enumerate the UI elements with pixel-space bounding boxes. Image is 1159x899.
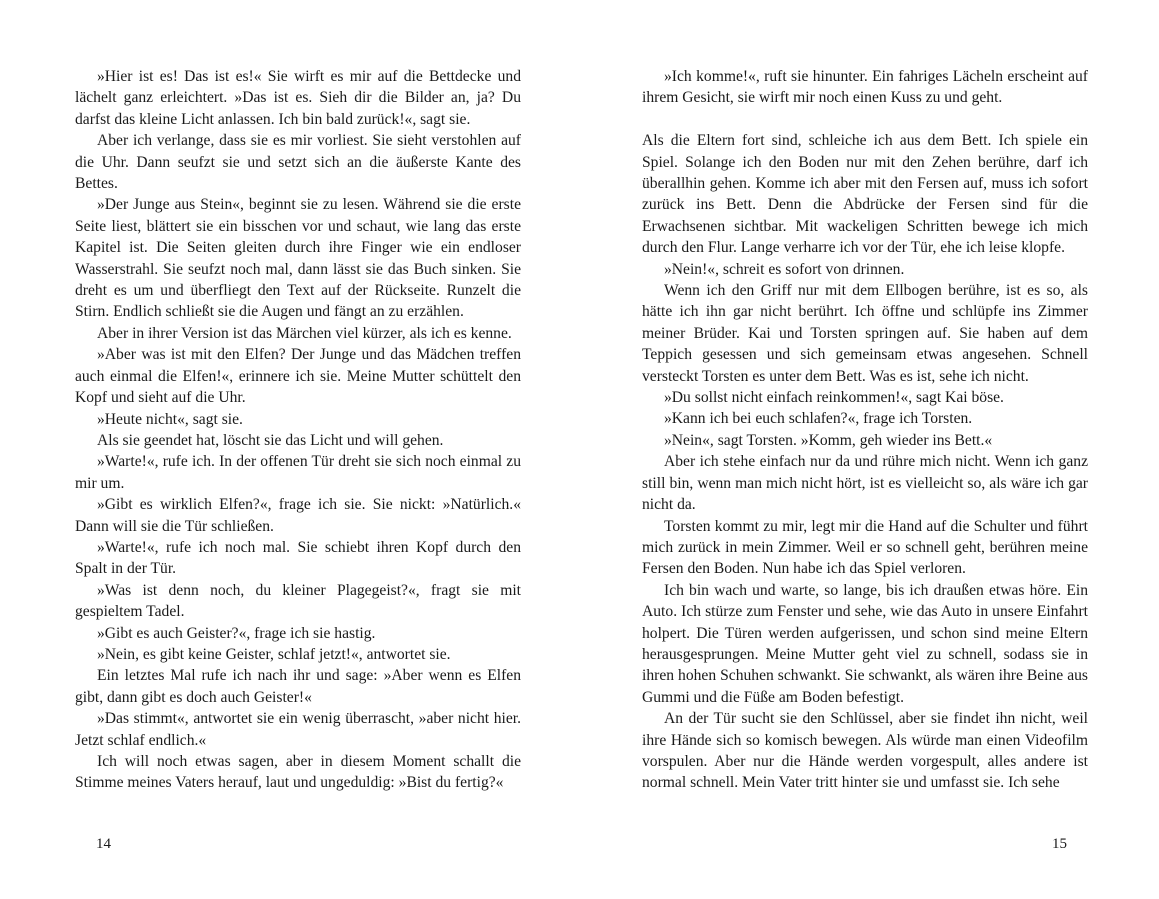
paragraph: An der Tür sucht sie den Schlüssel, aber sie findet ihn nicht, weil ihre Hände sich so komisch bewegen. Als würde man einen Videofilm vorspulen. Aber nur die Hände werden vorgespult, alles andere ist normal schnell. Mein Vater tritt hinter sie und umfasst sie. Ich sehe xyxy=(642,710,1088,792)
paragraph: »Nein!«, schreit es sofort von drinnen. xyxy=(664,260,905,278)
paragraph: »Was ist denn noch, du kleiner Plagegeist?«, fragt sie mit gespieltem Tadel. xyxy=(75,581,521,621)
paragraph: »Aber was ist mit den Elfen? Der Junge und das Mädchen treffen auch einmal die Elfen!«, erinnere ich sie. Meine Mutter schüttelt den Kopf und sieht auf die Uhr. xyxy=(75,346,521,407)
paragraph: Aber in ihrer Version ist das Märchen viel kürzer, als ich es kenne. xyxy=(97,324,512,342)
paragraph: Ich bin wach und warte, so lange, bis ich draußen etwas höre. Ein Auto. Ich stürze zum Fenster und sehe, wie das Auto in unsere Einfahrt holpert. Die Türen werden aufgerissen, und schon sind meine Eltern herausgesprungen. Meine Mutter geht viel zu schnell, sodass sie in ihren hohen Schuhen schwankt. Sie schwankt, als wären ihre Beine aus Gummi und die Füße am Boden befestigt. xyxy=(642,581,1088,706)
paragraph: »Nein, es gibt keine Geister, schlaf jetzt!«, antwortet sie. xyxy=(97,645,451,663)
paragraph: »Warte!«, rufe ich. In der offenen Tür dreht sie sich noch einmal zu mir um. xyxy=(75,453,521,492)
left-page xyxy=(75,66,521,794)
paragraph: Ich will noch etwas sagen, aber in diesem Moment schallt die Stimme meines Vaters herauf, laut und ungeduldig: »Bist du fertig?« xyxy=(75,753,521,792)
paragraph: »Gibt es auch Geister?«, frage ich sie hastig. xyxy=(97,624,376,642)
paragraph: Aber ich stehe einfach nur da und rühre mich nicht. Wenn ich ganz still bin, wenn man mich nicht hört, ist es vielleicht so, als wäre ich gar nicht da. xyxy=(642,453,1088,514)
paragraph: »Ich komme!«, ruft sie hinunter. Ein fahriges Lächeln erscheint auf ihrem Gesicht, sie wirft mir noch einen Kuss zu und geht. xyxy=(642,68,1088,107)
left-page-text xyxy=(75,66,521,794)
section-paragraph: Als die Eltern fort sind, schleiche ich aus dem Bett. Ich spiele ein Spiel. Solange ich den Boden nur mit den Zehen berühre, darf ich überallhin gehen. Komme ich aber mit den Fersen auf, muss ich sofort zurück ins Bett. Denn die Abdrücke der Fersen sind für die Erwachsenen sichtbar. Mit wackeligen Schritten bewege ich mich durch den Flur. Lange verharre ich vor der Tür, ehe ich leise klopfe. xyxy=(642,132,1088,257)
paragraph: »Hier ist es! Das ist es!« Sie wirft es mir auf die Bettdecke und lächelt ganz erleichtert. »Das ist es. Sieh dir die Bilder an, ja? Du darfst das kleine Licht anlassen. Ich bin bald zurück!«, sagt sie. xyxy=(75,68,521,128)
right-page-text xyxy=(642,66,1088,794)
paragraph: »Warte!«, rufe ich noch mal. Sie schiebt ihren Kopf durch den Spalt in der Tür. xyxy=(75,538,521,578)
paragraph: »Du sollst nicht einfach reinkommen!«, sagt Kai böse. xyxy=(664,389,1004,407)
paragraph: »Heute nicht«, sagt sie. xyxy=(97,410,243,428)
page-number-right: 15 xyxy=(1052,836,1067,852)
paragraph: »Kann ich bei euch schlafen?«, frage ich Torsten. xyxy=(664,410,973,428)
paragraph: Torsten kommt zu mir, legt mir die Hand auf die Schulter und führt mich zurück in mein Zimmer. Weil er so schnell geht, berühren meine Fersen den Boden. Nun habe ich das Spiel verloren. xyxy=(642,517,1088,578)
paragraph: Aber ich verlange, dass sie es mir vorliest. Sie sieht verstohlen auf die Uhr. Dann seufzt sie und setzt sich an die äußerste Kante des Bettes. xyxy=(75,132,521,193)
paragraph: »Das stimmt«, antwortet sie ein wenig überrascht, »aber nicht hier. Jetzt schlaf endlich.« xyxy=(75,710,521,749)
page-number-left: 14 xyxy=(96,836,111,852)
paragraph: Wenn ich den Griff nur mit dem Ellbogen berühre, ist es so, als hätte ich ihn gar nicht berührt. Ich öffne und schlüpfe ins Zimmer meiner Brüder. Kai und Torsten springen auf. Sie haben auf dem Teppich gesessen und sich gemeinsam etwas angesehen. Schnell versteckt Torsten es unter dem Bett. Was es ist, sehe ich nicht. xyxy=(642,282,1088,385)
paragraph: Als sie geendet hat, löscht sie das Licht und will gehen. xyxy=(97,431,444,449)
paragraph: »Der Junge aus Stein«, beginnt sie zu lesen. Während sie die erste Seite liest, blättert sie ein bisschen vor und schaut, wie lang das erste Kapitel ist. Die Seiten gleiten durch ihre Finger wie ein endloser Wasserstrahl. Sie seufzt noch mal, dann lässt sie das Buch sinken. Sie dreht es um und überfliegt den Text auf der Rückseite. Runzelt die Stirn. Endlich schließt sie die Augen und fängt an zu erzählen. xyxy=(75,196,521,321)
paragraph: »Nein«, sagt Torsten. »Komm, geh wieder ins Bett.« xyxy=(664,431,993,449)
paragraph: »Gibt es wirklich Elfen?«, frage ich sie. Sie nickt: »Natürlich.« Dann will sie die Tür schließen. xyxy=(75,496,521,535)
paragraph: Ein letztes Mal rufe ich nach ihr und sage: »Aber wenn es Elfen gibt, dann gibt es doch auch Geister!« xyxy=(75,667,521,706)
right-page xyxy=(642,66,1088,794)
